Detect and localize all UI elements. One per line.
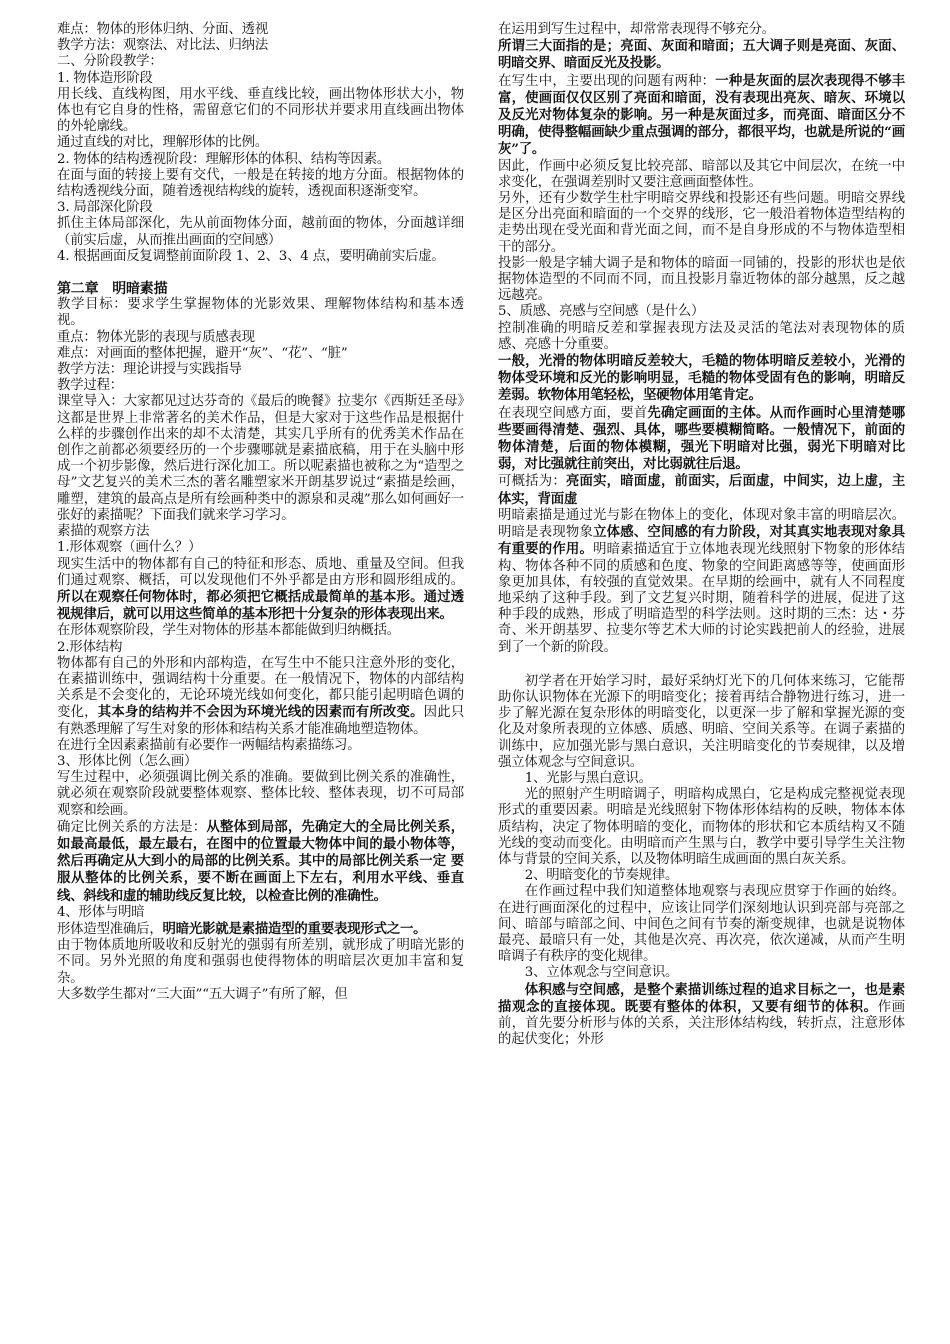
paragraph: [57, 640, 464, 656]
text-run: 教学过程：: [57, 378, 123, 394]
text-run: 1. 物体造形阶段: [57, 70, 153, 86]
paragraph: [57, 557, 464, 624]
text-run: 在形体观察阶段，学生对物体的形基本都能做到归纳概括。: [57, 623, 400, 639]
text-run: 另外，还有少数学生杜宇明暗交界线和投影还有些问题。明暗交界线是区分出亮面和暗面的一个交界的线形，它一般沿着物体造型结构的走势出现在受光面和背光面之间，而不是自身形成的不与物体造型相干的部分。: [498, 191, 905, 255]
bold-text-run: 所谓三大面指的是；亮面、灰面和暗面；五大调子则是亮面、灰面、明暗交界、暗面反光及投影。: [498, 38, 905, 72]
paragraph: [57, 738, 464, 754]
text-run: 因此只有熟悉理解了写生对象的形体和结构关系才能准确地塑造物体。: [57, 705, 465, 737]
paragraph: [498, 353, 905, 405]
paragraph: [498, 38, 905, 72]
text-run: 作画前，首先要分析形与体的关系，关注形体结构线，转折点，注意形体的起伏变化；外形: [498, 999, 905, 1048]
paragraph: [498, 674, 905, 771]
text-run: 由于物体质地所吸收和反射光的强弱有所差别，就形成了明暗光影的不同。另外光照的角度和强弱也使得物体的明暗层次更加丰富和复杂。: [57, 938, 464, 986]
bold-text-run: 立体感、空间感的有力阶段，对其真实地表现对象具有重要的作用。: [498, 524, 905, 558]
paragraph: [57, 905, 464, 921]
paragraph: [57, 819, 464, 905]
paragraph: [498, 868, 905, 884]
text-run: 难点：物体的形体归纳、分面、透视: [57, 22, 269, 37]
text-run: 通过直线的对比，理解形体的比例。: [57, 135, 269, 151]
paragraph: [57, 938, 464, 987]
paragraph: [498, 965, 905, 981]
paragraph: [57, 87, 464, 136]
text-run: 在运用到写生过程中，却常常表现得不够充分。: [498, 22, 776, 37]
paragraph: [57, 330, 464, 346]
text-run: 重点：物体光影的表现与质感表现: [57, 329, 255, 345]
paragraph: [498, 884, 905, 965]
paragraph: [498, 256, 905, 305]
text-run: 在面与面的转接上要有交代，一般是在转接的地方分面。根据物体的结构透视线分面，随着透视结构线的旋转，透视面积逐渐变窄。: [57, 167, 464, 200]
paragraph: [498, 473, 905, 507]
paragraph: [57, 623, 464, 639]
bold-text-run: 从整体到局部，先确定大的全局比例关系，如最高最低，最左最右，在图中的位置最大物体中间的最小物体等，然后再确定从大到小的局部的比例关系。其中的局部比例关系一定 要服从整体的比例关系，要不断在画面上下左右，利用水平线、垂直线、斜线和虚的辅助线反复比较，以检查比例的准确性。: [57, 818, 464, 904]
text-run: 在写生中，主要出现的问题有两种：: [498, 73, 716, 89]
text-run: 2.形体结构: [57, 639, 123, 655]
paragraph: [57, 394, 464, 524]
text-run: 4、形体与明暗: [57, 904, 145, 920]
text-run: 光的照射产生明暗调子，明暗构成黑白，它是构成完整视觉表现形式的重要因素。明暗是光线照射下物体形体结构的反映，物体本体质结构，决定了物体明暗的变化，而物体的形状和它本质结构又不随光线的变动而变化。由明暗而产生黑与白，教学中要引导学生关注物体与背景的空间关系，以及物体明暗生成画面的黑白灰关系。: [498, 787, 905, 867]
paragraph: [57, 38, 464, 54]
bold-text-run: 所以在观察任何物体时，都必须把它概括成最简单的基本形。通过透视规律后，就可以用这些简单的基本形把十分复杂的形体表现出来。: [57, 588, 464, 623]
text-run: 确定比例关系的方法是：: [57, 819, 207, 835]
text-run: 4. 根据画面反复调整前面阶段 1、2、3、4 点，要明确前实后虚。: [57, 248, 445, 264]
paragraph: [498, 787, 905, 868]
paragraph: [498, 73, 905, 159]
text-run: 教学目标：要求学生掌握物体的光影效果、理解物体结构和基本透视。: [57, 297, 464, 329]
left-column: [57, 22, 464, 1003]
paragraph: [57, 152, 464, 168]
paragraph: [498, 982, 905, 1049]
chapter-heading: [57, 281, 464, 297]
paragraph: [498, 321, 905, 353]
right-column: [498, 22, 905, 1048]
text-run: 在进行全因素素描前有必要作一两幅结构素描练习。: [57, 737, 361, 753]
paragraph: [57, 770, 464, 819]
bold-text-run: 一种是灰面的层次表现得不够丰富，使画面仅仅区别了亮面和暗面，没有表现出亮灰、暗灰、环境以及反光对物体复杂的影响。另一种是灰面过多，而亮面、暗面区分不明确，使得整幅画缺少重点强调的部分，都很平均，也就是所说的“画灰”了。: [498, 72, 905, 158]
text-run: 教学方法：观察法、对比法、归纳法: [57, 38, 269, 54]
text-run: 写生过程中，必须强调比例关系的准确。要做到比例关系的准确性，就必须在观察阶段就要整体观察、整体比较、整体表现，切不可局部观察和绘画。: [57, 770, 464, 818]
bold-text-run: 其本身的结构并不会因为环境光线的因素而有所改变。: [97, 704, 424, 721]
text-run: 明暗素描是通过光与影在物体上的变化，体现对象丰富的明暗层次。明暗是表现物象: [498, 507, 905, 541]
text-run: 2、明暗变化的节奏规律。: [524, 868, 679, 884]
paragraph: [498, 771, 905, 787]
text-run: 控制准确的明暗反差和掌握表现方法及灵活的笔法对表现物体的质感、亮感十分重要。: [498, 320, 905, 352]
paragraph: [57, 71, 464, 87]
text-run: 3. 局部深化阶段: [57, 200, 153, 216]
text-run: 1.形体观察（画什么？）: [57, 540, 202, 556]
text-run: 课堂导入：大家都见过达芬奇的《最后的晚餐》拉斐尔《西斯廷圣母》这都是世界上非常著名的美术作品，但是大家对于这些作品是根据什么样的步骤创作出来的却不太清楚，其实几乎所有的优秀美术作品在创作之前都必须要经历的一个步骤哪就是素描底稿，用于在头脑中形成一个初步影像，然后进行深化加工。所以呢素描也被称之为“造型之母”文艺复兴的美术三杰的著名雕塑家米开朗基罗说过“素描是绘画，雕塑，建筑的最高点是所有绘画种类中的源泉和灵魂”那么如何画好一张好的素描呢？下面我们就来学习学习。: [57, 394, 464, 523]
paragraph: [57, 656, 464, 738]
text-run: 因此，作画中必须反复比较亮部、暗部以及其它中间层次，在统一中求变化，在强调差别时又要注意画面整体性。: [498, 158, 905, 190]
text-run: 投影一般是字辅大调子是和物体的暗面一同铺的，投影的形状也是依据物体造型的不同而不同，而且投影月靠近物体的部分越黑，反之越远越亮。: [498, 255, 905, 304]
bold-text-run: 先确定画面的主体。从而作画时心里清楚哪些要画得清楚、强烈、具体，哪些要模糊简略。一般情况下，前面的物体清楚，后面的物体模糊，强光下明暗对比强，弱光下明暗对比弱，对比强就往前突出，对比弱就往后退。: [498, 404, 905, 473]
text-run: 3、立体观念与空间意识。: [524, 965, 679, 981]
bold-text-run: 明暗光影就是素描造型的重要表现形式之一。: [162, 920, 427, 937]
text-run: 5、质感、亮感与空间感（是什么）: [498, 304, 705, 320]
paragraph: [57, 297, 464, 329]
paragraph: [57, 200, 464, 216]
paragraph-spacer: [57, 265, 464, 281]
paragraph: [57, 168, 464, 200]
text-run: 3、形体比例（怎么画）: [57, 753, 198, 769]
paragraph: [498, 304, 905, 320]
paragraph: [57, 249, 464, 265]
paragraph: [498, 508, 905, 656]
paragraph: [498, 191, 905, 256]
text-run: 素描的观察方法: [57, 524, 150, 540]
text-run: 教学方法：理论讲授与实践指导: [57, 362, 242, 378]
bold-text-run: 一般，光滑的物体明暗反差较大，毛糙的物体明暗反差较小，光滑的物体受环境和反光的影响明显，毛糙的物体受固有色的影响，明暗反差弱。软物体用笔轻松，坚硬物体用笔肯定。: [498, 353, 905, 404]
text-run: 形体造型准确后，: [57, 921, 163, 937]
paragraph: [57, 22, 464, 38]
text-run: 抓住主体局部深化，先从前面物体分面，越前面的物体，分面越详细（前实后虚，从而推出画面的空间感）: [57, 216, 464, 248]
paragraph: [57, 524, 464, 540]
text-run: 现实生活中的物体都有自己的特征和形态、质地、重量及空间。但我们通过观察、概括，可以发现他们不外乎都是由方形和圆形组成的。: [57, 556, 464, 588]
paragraph: [57, 54, 464, 70]
paragraph: [498, 405, 905, 474]
bold-text-run: 体积感与空间感，是整个素描训练过程的追求目标之一，也是素描观念的直接体现。既要有整体的体积，又要有细节的体积。: [498, 981, 905, 1015]
text-run: 初学者在开始学习时，最好采纳灯光下的几何体来练习，它能帮助你认识物体在光源下的明暗变化；接着再结合静物进行练习，进一步了解光源在复杂形体的明暗变化，以更深一步了解和掌握光源的变化及对象所表现的立体感、质感、明暗、空间关系等。在调子素描的训练中，应加强光影与黑白意识，关注明暗变化的节奏规律，以及增强立体观念与空间意识。: [498, 673, 905, 770]
paragraph: [57, 540, 464, 556]
text-run: 在表现空间感方面，要首: [498, 405, 648, 421]
text-run: 1、光影与黑白意识。: [524, 770, 652, 786]
text-run: 二、分阶段教学：: [57, 54, 163, 70]
text-run: 第二章 明暗素描: [57, 281, 168, 298]
text-run: 用长线、直线构图，用水平线、垂直线比较，画出物体形状大小，物体也有它自身的性格，需留意它们的不同形状并要求用直线画出物体的外轮廓线。: [57, 86, 464, 135]
bold-text-run: 亮面实，暗面虚，前面实，后面虚，中间实，边上虚，主体实，背面虚: [498, 473, 906, 507]
text-run: 大多数学生都对“三大面”“五大调子”有所了解，但: [57, 986, 348, 1002]
paragraph: [57, 135, 464, 151]
paragraph: [57, 754, 464, 770]
paragraph: [57, 346, 464, 362]
text-run: 物体都有自己的外形和内部构造，在写生中不能只注意外形的变化，在素描训练中，强调结构十分重要。在一般情况下，物体的内部结构关系是不会变化的，无论环境光线如何变化，都只能引起明暗色调的变化，: [57, 655, 464, 721]
text-run: 在作画过程中我们知道整体地观察与表现应贯穿于作画的始终。在进行画面深化的过程中，应该让同学们深刻地认识到亮部与亮部之间、暗部与暗部之间、中间色之间有节奏的渐变规律，也就是说物体最亮、最暗只有一处，其他是次亮、再次亮，依次递减，从而产生明暗调子有秩序的变化规律。: [498, 884, 905, 965]
paragraph: [57, 362, 464, 378]
paragraph: [498, 159, 905, 191]
paragraph: [57, 216, 464, 248]
text-run: 难点：对画面的整体把握，避开“灰”、“花”、“脏”: [57, 345, 348, 361]
text-run: 可概括为：: [498, 474, 566, 490]
paragraph: [498, 22, 905, 38]
paragraph-spacer: [498, 656, 905, 674]
paragraph: [57, 987, 464, 1003]
paragraph: [57, 378, 464, 394]
paragraph: [57, 921, 464, 938]
text-run: 明暗素描适宜于立体地表现光线照射下物象的形体结构、物体各种不同的质感和色度、物象的空间距离感等等，使画面形象更加具体，有较强的直觉效果。在早期的绘画中，就有人不同程度地采纳了这种手段。到了文艺复兴时期，随着科学的进展，促进了这种手段的成熟，形成了明暗造型的科学法则。这时期的三杰：达・芬奇、米开朗基罗、拉斐尔等艺术大师的讨论实践把前人的经验，进展到了一个新的阶段。: [498, 542, 905, 655]
text-run: 2. 物体的结构透视阶段：理解形体的体积、结构等因素。: [57, 151, 391, 167]
